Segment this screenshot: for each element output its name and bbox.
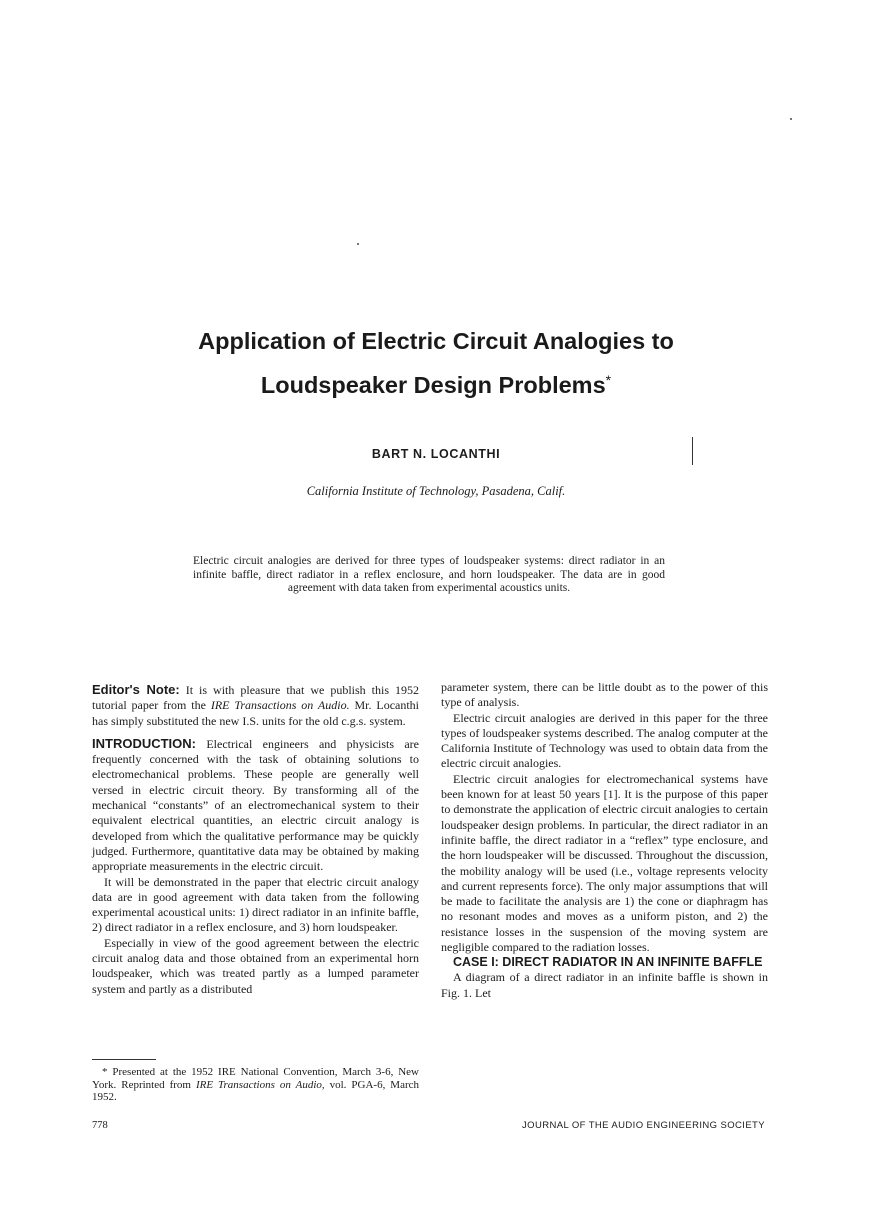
title-line-1: Application of Electric Circuit Analogies to xyxy=(198,328,674,354)
footnote-text-a: * Presented at the 1952 IRE National Convention, March 3-6, New York. Reprinted from xyxy=(92,1066,419,1091)
editors-note-journal: IRE Transactions on Audio. xyxy=(210,698,350,713)
introduction-paragraph xyxy=(92,736,419,875)
editors-note xyxy=(92,682,419,729)
section-heading-case-1: CASE I: DIRECT RADIATOR IN AN INFINITE BAFFLE xyxy=(453,955,763,970)
introduction-lead: INTRODUCTION: xyxy=(92,735,196,751)
right-column xyxy=(441,680,768,1001)
footnote-body xyxy=(92,1066,419,1104)
title-footnote-mark: * xyxy=(605,372,612,388)
paragraph-known: Electric circuit analogies for electromechanical systems have been known for at least 50 years [1]. It is the purpose of this paper to demonstrate the application of electric circuit analogies to certain loudspeaker design problems. In particular, the direct radiator in an infinite baffle, the direct radiator in a “reflex” type enclosure, and the horn loudspeaker will be discussed. Throughout the discussion, the mobility analogy will be used (i.e., voltage represents velocity and current represents force). The only major assumptions that will be made to facilitate the analysis are 1) the cone or diaphragm has no resonant modes and moves as a uniform piston, and 2) the resistance losses in the suspension of the moving system are negligible compared to the radiation losses. xyxy=(441,771,768,955)
margin-rule xyxy=(692,437,693,465)
paragraph-continued: parameter system, there can be little doubt as to the power of this type of analysis. xyxy=(441,680,768,710)
paragraph-demonstrated: It will be demonstrated in the paper that electric circuit analogy data are in good agreement with data taken from the following experimental acoustical units: 1) direct radiator in an infinite baffle, 2) direct radiator in a reflex enclosure, and 3) horn loudspeaker. xyxy=(92,874,419,935)
paragraph-derived: Electric circuit analogies are derived in this paper for the three types of loudspeaker systems described. The analog computer at the California Institute of Technology was used to obtain data from the electric circuit analogies. xyxy=(441,710,768,771)
scan-speck xyxy=(357,243,359,245)
title-line-2-text: Loudspeaker Design Problems xyxy=(260,372,606,398)
page-number: 778 xyxy=(92,1120,108,1131)
article-title xyxy=(0,322,872,405)
journal-footer: JOURNAL OF THE AUDIO ENGINEERING SOCIETY xyxy=(522,1120,765,1131)
title-line-2 xyxy=(0,361,872,405)
footnote-journal: IRE Transactions on Audio, xyxy=(195,1078,325,1091)
scan-speck xyxy=(790,118,792,120)
abstract: Electric circuit analogies are derived for three types of loudspeaker systems: direct radiator in an infinite baffle, direct radiator in a reflex enclosure, and horn loudspeaker. The data are in good agreement with data taken from experimental acoustics units. xyxy=(193,555,665,594)
editors-note-text-a: It is with pleasure that we publish this 1952 tutorial paper from the xyxy=(92,683,419,713)
paragraph-diagram: A diagram of a direct radiator in an infinite baffle is shown in Fig. 1. Let xyxy=(441,970,768,1000)
left-column xyxy=(92,682,419,997)
author-affiliation: California Institute of Technology, Pasadena, Calif. xyxy=(306,484,566,498)
paragraph-especially: Especially in view of the good agreement between the electric circuit analog data and those obtained from an experimental horn loudspeaker, which was treated partly as a lumped parameter system and partly as a distributed xyxy=(92,935,419,996)
author-name: BART N. LOCANTHI xyxy=(371,447,501,461)
footnote-rule xyxy=(92,1059,156,1060)
editors-note-text-b: Mr. Locanthi has simply substituted the new I.S. units for the old c.g.s. system. xyxy=(92,698,420,728)
introduction-text: Electrical engineers and physicists are frequently concerned with the task of obtaining solutions to electromechanical problems. These people are generally well versed in electric circuit theory. By transforming all of the mechanical “constants” of an electromechanical system to their equivalent electrical quantities, an electric circuit analogy is developed from which the qualitative performance may be quickly judged. Furthermore, quantitative data may be obtained by making appropriate measurements in the electric circuit. xyxy=(92,736,419,874)
footnote-text-b: vol. PGA-6, March 1952. xyxy=(92,1078,419,1103)
editors-note-lead: Editor's Note: xyxy=(92,682,180,697)
footnote xyxy=(92,1066,419,1104)
